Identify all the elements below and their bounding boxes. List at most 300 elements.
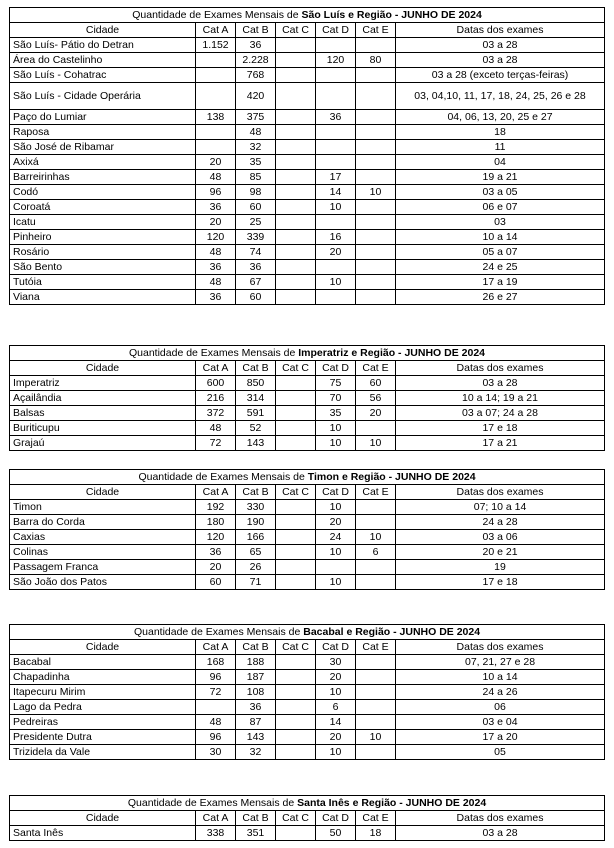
col-cat-b: 36	[236, 700, 276, 715]
col-cat-a: 36	[196, 545, 236, 560]
col-cat-c	[276, 200, 316, 215]
col-datas: 07; 10 a 14	[396, 500, 605, 515]
col-cat-c	[276, 391, 316, 406]
col-cat-d: 10	[316, 275, 356, 290]
col-cat-d	[316, 125, 356, 140]
col-datas: 03	[396, 215, 605, 230]
col-cat-e	[356, 83, 396, 110]
table-title-prefix: Quantidade de Exames Mensais de	[132, 8, 302, 21]
table-title	[10, 796, 605, 811]
col-cat-d	[316, 68, 356, 83]
col-cidade: Santa Inês	[10, 826, 196, 841]
table-title-prefix: Quantidade de Exames Mensais de	[128, 346, 299, 359]
header-col-cat-d: Cat D	[316, 811, 356, 826]
col-cat-a: 192	[196, 500, 236, 515]
col-cat-e: 18	[356, 826, 396, 841]
col-cat-d: 30	[316, 655, 356, 670]
col-cidade: São Luís - Cidade Operária	[10, 83, 196, 110]
header-col-cat-c: Cat C	[276, 361, 316, 376]
col-cat-e	[356, 230, 396, 245]
col-cat-a: 20	[196, 560, 236, 575]
col-cat-b: 591	[236, 406, 276, 421]
table-row	[10, 515, 605, 530]
col-cidade: Grajaú	[10, 436, 196, 451]
col-cat-e: 10	[356, 530, 396, 545]
col-cidade: Raposa	[10, 125, 196, 140]
col-datas: 04	[396, 155, 605, 170]
col-datas: 17 a 21	[396, 436, 605, 451]
exam-table	[9, 624, 605, 760]
table-title-prefix: Quantidade de Exames Mensais de	[138, 470, 308, 483]
table-row	[10, 421, 605, 436]
col-cat-c	[276, 125, 316, 140]
header-col-cat-c: Cat C	[276, 23, 316, 38]
col-cidade: Axixá	[10, 155, 196, 170]
col-cat-c	[276, 745, 316, 760]
col-datas: 10 a 14; 19 a 21	[396, 391, 605, 406]
col-cat-d: 14	[316, 185, 356, 200]
col-cat-a: 36	[196, 290, 236, 305]
table-row	[10, 155, 605, 170]
col-cat-e: 10	[356, 436, 396, 451]
col-cidade: Barra do Corda	[10, 515, 196, 530]
col-cat-d	[316, 260, 356, 275]
col-cat-c	[276, 53, 316, 68]
col-cat-b: 60	[236, 200, 276, 215]
col-cat-a: 48	[196, 170, 236, 185]
col-cat-b: 26	[236, 560, 276, 575]
col-cat-e	[356, 275, 396, 290]
table-row	[10, 406, 605, 421]
col-cat-d: 10	[316, 745, 356, 760]
table-row	[10, 376, 605, 391]
col-datas: 03 a 05	[396, 185, 605, 200]
col-datas: 17 a 19	[396, 275, 605, 290]
table-title	[10, 346, 605, 361]
col-datas: 07, 21, 27 e 28	[396, 655, 605, 670]
col-cat-d	[316, 38, 356, 53]
header-col-cidade: Cidade	[10, 361, 196, 376]
col-cat-d: 6	[316, 700, 356, 715]
col-cat-d: 10	[316, 421, 356, 436]
col-cat-b: 36	[236, 38, 276, 53]
col-cat-d: 10	[316, 575, 356, 590]
col-cat-b: 35	[236, 155, 276, 170]
col-cat-e: 80	[356, 53, 396, 68]
col-cat-d: 20	[316, 670, 356, 685]
exam-table	[9, 795, 605, 841]
col-cat-d: 10	[316, 545, 356, 560]
header-col-cat-b: Cat B	[236, 361, 276, 376]
col-cat-e	[356, 670, 396, 685]
col-cat-c	[276, 215, 316, 230]
col-cat-a: 48	[196, 275, 236, 290]
col-cat-b: 108	[236, 685, 276, 700]
col-cat-e	[356, 515, 396, 530]
col-cat-d: 120	[316, 53, 356, 68]
col-cat-a: 372	[196, 406, 236, 421]
col-cidade: Timon	[10, 500, 196, 515]
col-cat-b: 74	[236, 245, 276, 260]
col-cat-a: 48	[196, 421, 236, 436]
col-cat-e: 60	[356, 376, 396, 391]
col-cat-e	[356, 245, 396, 260]
header-col-cat-a: Cat A	[196, 361, 236, 376]
col-cat-e	[356, 421, 396, 436]
col-cat-e: 6	[356, 545, 396, 560]
col-cat-c	[276, 290, 316, 305]
col-cat-a: 120	[196, 530, 236, 545]
col-cat-b: 330	[236, 500, 276, 515]
col-cat-c	[276, 715, 316, 730]
header-col-cat-d: Cat D	[316, 361, 356, 376]
table-header-row	[10, 640, 605, 655]
table-row	[10, 200, 605, 215]
col-cat-e	[356, 155, 396, 170]
col-cat-c	[276, 545, 316, 560]
col-cat-e	[356, 290, 396, 305]
col-cat-c	[276, 655, 316, 670]
col-cat-e: 20	[356, 406, 396, 421]
col-cat-a	[196, 83, 236, 110]
col-datas: 17 e 18	[396, 575, 605, 590]
col-cat-b: 314	[236, 391, 276, 406]
col-cidade: Caxias	[10, 530, 196, 545]
col-cat-e	[356, 500, 396, 515]
table-row	[10, 685, 605, 700]
col-cat-c	[276, 436, 316, 451]
table-imperatriz	[9, 345, 604, 451]
col-cidade: Imperatriz	[10, 376, 196, 391]
table-row	[10, 68, 605, 83]
col-datas: 10 a 14	[396, 230, 605, 245]
table-row	[10, 575, 605, 590]
table-title-region: Santa Inês e Região - JUNHO DE 2024	[297, 796, 487, 809]
col-cidade: Lago da Pedra	[10, 700, 196, 715]
col-cat-d: 35	[316, 406, 356, 421]
table-title-row	[10, 796, 605, 811]
header-col-cat-b: Cat B	[236, 485, 276, 500]
col-cat-a: 96	[196, 670, 236, 685]
col-datas: 24 e 25	[396, 260, 605, 275]
col-datas: 17 a 20	[396, 730, 605, 745]
header-col-cat-a: Cat A	[196, 485, 236, 500]
col-cat-a: 1.152	[196, 38, 236, 53]
col-datas: 03 a 28 (exceto terças-feiras)	[396, 68, 605, 83]
col-cidade: Trizidela da Vale	[10, 745, 196, 760]
col-cat-c	[276, 140, 316, 155]
table-row	[10, 53, 605, 68]
col-cat-a: 96	[196, 185, 236, 200]
table-row	[10, 38, 605, 53]
table-title-prefix: Quantidade de Exames Mensais de	[133, 625, 304, 638]
table-row	[10, 826, 605, 841]
col-cat-a	[196, 53, 236, 68]
col-cidade: Icatu	[10, 215, 196, 230]
col-cat-d	[316, 215, 356, 230]
col-cidade: São Luís- Pátio do Detran	[10, 38, 196, 53]
col-cidade: São José de Ribamar	[10, 140, 196, 155]
col-cat-d: 36	[316, 110, 356, 125]
col-cat-c	[276, 83, 316, 110]
table-row	[10, 140, 605, 155]
col-cat-d: 70	[316, 391, 356, 406]
col-cat-d	[316, 83, 356, 110]
header-col-cat-e: Cat E	[356, 811, 396, 826]
table-row	[10, 230, 605, 245]
col-cidade: Viana	[10, 290, 196, 305]
table-title-region: Bacabal e Região - JUNHO DE 2024	[303, 625, 481, 638]
col-datas: 20 e 21	[396, 545, 605, 560]
col-cat-d: 20	[316, 245, 356, 260]
col-cidade: Presidente Dutra	[10, 730, 196, 745]
table-row	[10, 560, 605, 575]
header-col-cat-a: Cat A	[196, 640, 236, 655]
col-cidade: Bacabal	[10, 655, 196, 670]
col-datas: 17 e 18	[396, 421, 605, 436]
col-cidade: Codó	[10, 185, 196, 200]
exam-table	[9, 7, 605, 305]
table-row	[10, 290, 605, 305]
col-cat-b: 850	[236, 376, 276, 391]
col-cat-d: 17	[316, 170, 356, 185]
col-cat-e	[356, 575, 396, 590]
col-cat-a: 36	[196, 260, 236, 275]
header-col-datas: Datas dos exames	[396, 361, 605, 376]
table-header-row	[10, 811, 605, 826]
col-cat-e	[356, 125, 396, 140]
table-bacabal	[9, 624, 604, 760]
col-cat-b: 339	[236, 230, 276, 245]
col-cat-d: 20	[316, 515, 356, 530]
col-cat-c	[276, 685, 316, 700]
col-cat-a: 120	[196, 230, 236, 245]
table-santa-ines	[9, 795, 604, 841]
col-cat-c	[276, 245, 316, 260]
col-cat-b: 768	[236, 68, 276, 83]
col-cat-b: 48	[236, 125, 276, 140]
col-cat-e	[356, 260, 396, 275]
col-cat-b: 32	[236, 140, 276, 155]
header-col-cat-b: Cat B	[236, 811, 276, 826]
col-cidade: Barreirinhas	[10, 170, 196, 185]
table-row	[10, 545, 605, 560]
col-cat-a: 338	[196, 826, 236, 841]
col-cidade: Rosário	[10, 245, 196, 260]
col-cidade: Coroatá	[10, 200, 196, 215]
col-datas: 19 a 21	[396, 170, 605, 185]
col-datas: 03 e 04	[396, 715, 605, 730]
col-cat-d: 10	[316, 436, 356, 451]
table-row	[10, 245, 605, 260]
col-cat-c	[276, 575, 316, 590]
table-row	[10, 500, 605, 515]
col-cat-e	[356, 745, 396, 760]
col-cat-d	[316, 290, 356, 305]
col-cat-e	[356, 215, 396, 230]
col-cat-e	[356, 170, 396, 185]
col-datas: 24 a 28	[396, 515, 605, 530]
col-cat-a	[196, 700, 236, 715]
table-title-prefix: Quantidade de Exames Mensais de	[127, 796, 298, 809]
header-col-cat-e: Cat E	[356, 485, 396, 500]
table-title-row	[10, 470, 605, 485]
col-cat-d: 75	[316, 376, 356, 391]
col-cat-b: 188	[236, 655, 276, 670]
col-cat-e: 56	[356, 391, 396, 406]
table-row	[10, 125, 605, 140]
col-cat-a: 30	[196, 745, 236, 760]
col-datas: 19	[396, 560, 605, 575]
table-row	[10, 700, 605, 715]
header-col-cat-a: Cat A	[196, 23, 236, 38]
col-cat-c	[276, 406, 316, 421]
table-row	[10, 275, 605, 290]
col-datas: 03 a 28	[396, 826, 605, 841]
col-cat-a: 96	[196, 730, 236, 745]
col-cat-c	[276, 68, 316, 83]
col-cat-c	[276, 515, 316, 530]
col-cat-c	[276, 560, 316, 575]
col-cat-c	[276, 530, 316, 545]
header-col-cat-b: Cat B	[236, 640, 276, 655]
table-title	[10, 625, 605, 640]
header-col-cat-c: Cat C	[276, 811, 316, 826]
table-title-row	[10, 625, 605, 640]
col-cidade: Paço do Lumiar	[10, 110, 196, 125]
table-row	[10, 715, 605, 730]
table-row	[10, 730, 605, 745]
header-col-cidade: Cidade	[10, 811, 196, 826]
header-col-cat-d: Cat D	[316, 485, 356, 500]
col-cidade: Colinas	[10, 545, 196, 560]
col-cat-c	[276, 730, 316, 745]
col-cat-a: 48	[196, 715, 236, 730]
col-cat-d: 24	[316, 530, 356, 545]
table-title-row	[10, 346, 605, 361]
col-datas: 05 a 07	[396, 245, 605, 260]
col-cidade: São Luís - Cohatrac	[10, 68, 196, 83]
exam-table	[9, 469, 605, 590]
table-row	[10, 391, 605, 406]
col-cat-b: 375	[236, 110, 276, 125]
col-cat-c	[276, 155, 316, 170]
table-row	[10, 260, 605, 275]
col-cat-b: 351	[236, 826, 276, 841]
col-cat-b: 166	[236, 530, 276, 545]
table-row	[10, 215, 605, 230]
table-row	[10, 530, 605, 545]
col-datas: 05	[396, 745, 605, 760]
table-row	[10, 655, 605, 670]
col-datas: 11	[396, 140, 605, 155]
col-datas: 04, 06, 13, 20, 25 e 27	[396, 110, 605, 125]
col-cat-a	[196, 68, 236, 83]
col-cat-d	[316, 560, 356, 575]
col-cidade: Área do Castelinho	[10, 53, 196, 68]
table-row	[10, 436, 605, 451]
col-datas: 06	[396, 700, 605, 715]
header-col-cat-a: Cat A	[196, 811, 236, 826]
col-cat-b: 71	[236, 575, 276, 590]
table-row	[10, 185, 605, 200]
col-cat-b: 65	[236, 545, 276, 560]
table-header-row	[10, 485, 605, 500]
header-col-cat-e: Cat E	[356, 640, 396, 655]
table-timon	[9, 469, 604, 590]
col-cat-b: 32	[236, 745, 276, 760]
col-cat-b: 52	[236, 421, 276, 436]
col-cat-a: 20	[196, 155, 236, 170]
col-cat-c	[276, 185, 316, 200]
col-datas: 10 a 14	[396, 670, 605, 685]
col-cat-b: 85	[236, 170, 276, 185]
header-col-datas: Datas dos exames	[396, 23, 605, 38]
col-cat-b: 87	[236, 715, 276, 730]
col-datas: 03 a 28	[396, 53, 605, 68]
col-cat-e	[356, 700, 396, 715]
col-cat-c	[276, 260, 316, 275]
exam-table	[9, 345, 605, 451]
table-row	[10, 745, 605, 760]
col-cat-d: 16	[316, 230, 356, 245]
col-cat-e	[356, 715, 396, 730]
table-row	[10, 110, 605, 125]
table-sao-luis	[9, 7, 604, 305]
col-cat-d: 20	[316, 730, 356, 745]
col-cat-c	[276, 38, 316, 53]
table-row	[10, 670, 605, 685]
col-cat-a: 48	[196, 245, 236, 260]
col-cat-e: 10	[356, 730, 396, 745]
col-cat-c	[276, 170, 316, 185]
col-cat-b: 98	[236, 185, 276, 200]
header-col-cat-c: Cat C	[276, 640, 316, 655]
col-cidade: Pedreiras	[10, 715, 196, 730]
table-header-row	[10, 23, 605, 38]
col-cat-c	[276, 826, 316, 841]
col-datas: 06 e 07	[396, 200, 605, 215]
header-col-cat-d: Cat D	[316, 23, 356, 38]
col-cat-c	[276, 421, 316, 436]
table-title-region: São Luís e Região - JUNHO DE 2024	[301, 8, 482, 21]
col-cidade: Tutóia	[10, 275, 196, 290]
col-cat-d: 10	[316, 685, 356, 700]
header-col-cat-b: Cat B	[236, 23, 276, 38]
col-cat-a: 60	[196, 575, 236, 590]
col-cat-c	[276, 700, 316, 715]
col-cat-d: 50	[316, 826, 356, 841]
col-cat-a	[196, 125, 236, 140]
table-title	[10, 470, 605, 485]
col-cat-b: 420	[236, 83, 276, 110]
header-col-cat-e: Cat E	[356, 361, 396, 376]
col-cat-c	[276, 670, 316, 685]
col-cat-c	[276, 500, 316, 515]
col-datas: 03 a 28	[396, 38, 605, 53]
col-cat-b: 143	[236, 436, 276, 451]
col-cat-b: 2.228	[236, 53, 276, 68]
col-datas: 03 a 28	[396, 376, 605, 391]
col-cat-a	[196, 140, 236, 155]
header-col-cat-d: Cat D	[316, 640, 356, 655]
header-col-datas: Datas dos exames	[396, 485, 605, 500]
col-cat-e	[356, 110, 396, 125]
col-cidade: Pinheiro	[10, 230, 196, 245]
header-col-cat-c: Cat C	[276, 485, 316, 500]
col-cat-e	[356, 140, 396, 155]
col-cat-a: 216	[196, 391, 236, 406]
